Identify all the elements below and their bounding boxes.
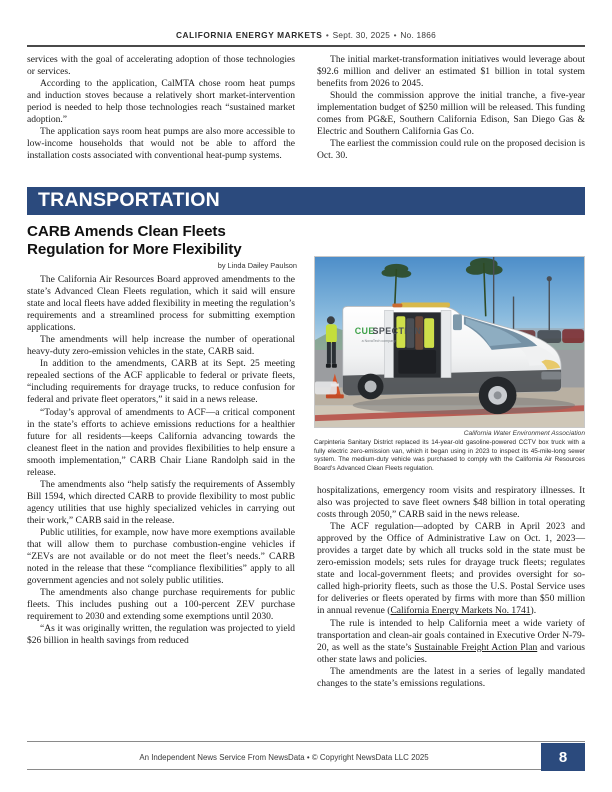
runhead-separator-2: • [391,30,400,40]
continuation-right-column [317,54,585,162]
svg-text:SPECTION: SPECTION [372,326,422,337]
photo-caption: Carpinteria Sanitary District replaced its 14-year-old gasoline-powered CCTV box truck with a fully electric zero-emission van, which it began using in 2023 to inspect its 45-mile-long sewer system. The medium-duty vehicle was purchased to comply with the California Air Resources Board’s Advanced Clean Fleets regulation. [314,439,585,472]
paragraph: hospitalizations, emergency room visits and respiratory illnesses. It also was projected to save fleet owners $48 billion in total operating costs through 2050,” CARB said in the news release. [317,485,585,521]
paragraph: According to the application, CalMTA chose room heat pumps and induction stoves because a relatively short market-intervention period is needed to help those technologies reach “sustained market adoption.” [27,78,295,126]
paragraph-text-tail: and various other state laws and policies. [317,641,585,665]
article-right-column [317,485,585,690]
article-left-column [27,274,295,647]
footer-rule-top [27,741,585,742]
paragraph: The initial market-transformation initiatives would leverage about $92.6 million and deliver an estimated $1 billion in total system benefits from 2026 to 2045. [317,54,585,90]
svg-text:CUE: CUE [354,326,375,337]
paragraph-with-link [317,618,585,666]
publication-title: CALIFORNIA ENERGY MARKETS [175,30,323,40]
paragraph-text: The ACF regulation—adopted by CARB in April 2023 and approved by the Office of Administrative Law on Oct. 1, 2023—provides a target date by which all trucks sold in the state must be zero-emission models; sets rules for drayage truck fleets; regulates state and local-government fleets; and provides oversight for so-called high-priority fleets, such as those the U.S. Postal Service uses for deliveries or fleets operated by firms with more than $50 million in annual revenue ( [317,521,585,617]
photo-credit: California Water Environment Association [463,430,585,437]
paragraph: The amendments also “help satisfy the requirements of Assembly Bill 1594, which directed CARB to provide flexibility to most public agency utilities that use highly specialized vehicles in carrying out their work,” CARB said in the release. [27,478,295,526]
issue-date: Sept. 30, 2025 [332,30,391,40]
photo-illustration [315,257,584,427]
issue-number: No. 1866 [400,30,437,40]
footer-text: An Independent News Service From NewsData • © Copyright NewsData LLC 2025 [139,753,429,762]
paragraph: In addition to the amendments, CARB at its Sept. 25 meeting repealed sections of the ACF applicable to federal or private fleets, “including requirements for drayage trucks, to reduce confusion for federal and private fleet operators,” it said in a news release. [27,358,295,406]
paragraph: The earliest the commission could rule on the proposed decision is Oct. 30. [317,138,585,162]
section-banner [27,187,585,215]
cem-1741-link[interactable]: California Energy Markets No. 1741 [390,605,531,617]
paragraph: “As it was originally written, the regulation was projected to yield $26 billion in health savings from reduced [27,623,295,647]
page-number: 8 [558,748,568,766]
paragraph: The amendments are the latest in a series of legally mandated changes to the state’s emissions regulations. [317,665,585,689]
running-head [27,30,585,40]
sustainable-freight-action-plan-link[interactable]: Sustainable Freight Action Plan [414,641,538,653]
paragraph: Should the commission approve the initial tranche, a five-year implementation budget of $250 million will be released. This funding comes from PG&E, Southern California Edison, San Diego Gas & Electric and Southern California Gas Co. [317,90,585,138]
paragraph-with-link [317,521,585,617]
svg-text:a NovaTech company: a NovaTech company [361,339,396,343]
paragraph: The amendments also change purchase requirements for public fleets. This includes pushing out a 100-percent ZEV purchase requirement to 2030 and extending some exemptions until 2030. [27,587,295,623]
paragraph-text: The rule is intended to help California meet a wide variety of transportation and clean-air goals contained in Executive Order N-79-20, as well as the state’s [317,617,585,653]
paragraph: “Today’s approval of amendments to ACF—a critical component in the state’s efforts to achieve emissions reductions for a healthier future for all residents—keeps California advancing towards the cleanest fleet in the nation and provides flexibilities to help ensure a smooth implementation,” CARB Chair Liane Randolph said in the release. [27,406,295,478]
paragraph: The application says room heat pumps are also more accessible to low-income households that would not be able to afford the installation costs associated with conventional heat-pump systems. [27,126,295,162]
header-rule [27,45,585,47]
continuation-left-column [27,54,295,162]
article-headline: CARB Amends Clean Fleets Regulation for More Flexibility [27,223,242,258]
article-byline: by Linda Dailey Paulson [217,261,297,270]
page-number-box [541,743,585,771]
runhead-separator-1: • [323,30,332,40]
paragraph: services with the goal of accelerating adoption of those technologies or services. [27,54,295,78]
footer-rule-bottom [27,769,541,770]
paragraph: Public utilities, for example, now have more exemptions available that will allow them to purchase combustion-engine vehicles if “ZEVs are not available or do not meet the fleet’s needs.” CARB noted in the release that these “compliance flexibilities” apply to all government agencies and not solely public utilities. [27,526,295,587]
paragraph: The amendments will help increase the number of operational heavy-duty zero-emission vehicles in the state, CARB said. [27,334,295,358]
paragraph: The California Air Resources Board approved amendments to the state’s Advanced Clean Fleets regulation, which it said will ensure state and local fleets have added flexibility in meeting the regulation’s requirements and a streamlined process for submitting exemption applications. [27,274,295,334]
paragraph-text-tail: ). [530,605,537,617]
section-banner-label: TRANSPORTATION [38,189,220,212]
article-photo [314,256,585,428]
